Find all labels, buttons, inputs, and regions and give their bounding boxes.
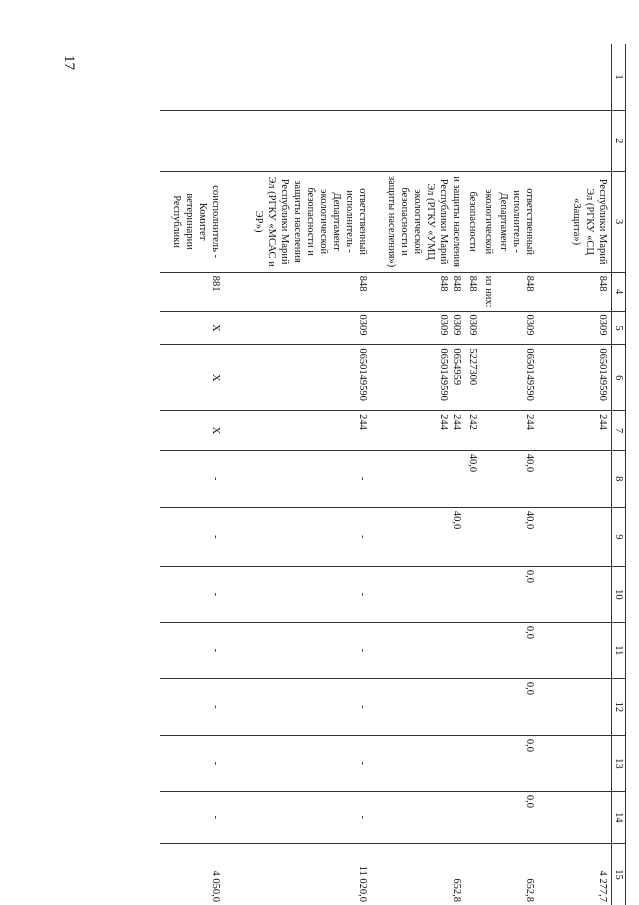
cell: 848 bbox=[495, 272, 539, 311]
cell: 5227300 bbox=[463, 345, 479, 411]
cell bbox=[379, 311, 463, 345]
cell: 244 bbox=[539, 411, 612, 451]
cell: 40,0 bbox=[463, 450, 479, 507]
cell bbox=[379, 345, 463, 411]
cell: Х bbox=[160, 311, 232, 345]
cell bbox=[479, 791, 495, 843]
cell bbox=[463, 566, 479, 622]
cell: - bbox=[160, 622, 232, 678]
header-cell: 12 bbox=[612, 678, 626, 735]
cell bbox=[479, 622, 495, 678]
cell-value: 244 bbox=[451, 414, 462, 430]
header-cell: 2 bbox=[612, 110, 626, 171]
cell bbox=[479, 566, 495, 622]
cell: 0309 bbox=[232, 311, 379, 345]
cell bbox=[463, 678, 479, 735]
header-cell: 7 bbox=[612, 411, 626, 451]
cell: 4 050,0 bbox=[160, 843, 232, 905]
header-cell: 14 bbox=[612, 791, 626, 843]
cell bbox=[539, 622, 612, 678]
cell bbox=[379, 622, 463, 678]
cell: 848 bbox=[539, 272, 612, 311]
cell-value: 848 bbox=[438, 275, 449, 292]
cell: 0,0 bbox=[495, 622, 539, 678]
cell bbox=[479, 678, 495, 735]
cell bbox=[463, 791, 479, 843]
table-row bbox=[479, 44, 495, 905]
cell: - bbox=[160, 450, 232, 507]
header-cell: 15 bbox=[612, 843, 626, 905]
header-cell: 4 bbox=[612, 272, 626, 311]
cell: Х bbox=[160, 345, 232, 411]
cell: 0,0 bbox=[495, 791, 539, 843]
cell: 40,0 bbox=[495, 507, 539, 566]
cell bbox=[379, 272, 463, 311]
header-cell: 13 bbox=[612, 735, 626, 791]
cell: Х bbox=[160, 411, 232, 451]
table-row bbox=[539, 44, 612, 905]
cell bbox=[539, 566, 612, 622]
page-number: 17 bbox=[61, 55, 77, 70]
cell: - bbox=[160, 566, 232, 622]
cell bbox=[539, 791, 612, 843]
cell: 0650149590 bbox=[495, 345, 539, 411]
cell: 881 bbox=[160, 272, 232, 311]
cell bbox=[479, 345, 495, 411]
cell: 0,0 bbox=[495, 678, 539, 735]
cell bbox=[379, 450, 463, 507]
cell: - bbox=[160, 791, 232, 843]
cell bbox=[539, 735, 612, 791]
budget-table bbox=[160, 44, 626, 905]
cell-value: 0309 bbox=[451, 314, 462, 336]
header-cell: 8 bbox=[612, 450, 626, 507]
cell bbox=[479, 507, 495, 566]
cell: 242 bbox=[463, 411, 479, 451]
cell bbox=[379, 566, 463, 622]
executor-cell: ответственный исполнитель - Департамент bbox=[495, 171, 539, 272]
cell: 244 bbox=[232, 411, 379, 451]
cell-value: 652,8 bbox=[451, 878, 462, 902]
cell bbox=[463, 843, 479, 905]
table-row bbox=[160, 44, 232, 905]
cell: - bbox=[232, 678, 379, 735]
cell bbox=[463, 735, 479, 791]
cell bbox=[379, 843, 463, 905]
table-row bbox=[495, 44, 539, 905]
cell: 848 bbox=[232, 272, 379, 311]
header-cell: 6 bbox=[612, 345, 626, 411]
table-row bbox=[463, 44, 479, 905]
cell: 0650149590 bbox=[539, 345, 612, 411]
executor-cell: Республики Марий Эл (РГКУ «СЦ «Защита») bbox=[539, 171, 612, 272]
table-row bbox=[379, 44, 463, 905]
cell-value: 0654959 bbox=[451, 348, 462, 386]
header-cell: 5 bbox=[612, 311, 626, 345]
cell: - bbox=[160, 735, 232, 791]
executor-cell: экологической bbox=[479, 171, 495, 272]
cell-value: 244 bbox=[438, 414, 449, 430]
header-row bbox=[612, 44, 626, 905]
cell bbox=[379, 791, 463, 843]
cell: 40,0 bbox=[495, 450, 539, 507]
executor-cell: соисполнитель - Комитет ветеринарии Республики bbox=[160, 171, 232, 272]
cell bbox=[479, 450, 495, 507]
cell-value: 848 bbox=[451, 275, 462, 292]
cell bbox=[539, 507, 612, 566]
executor-cell: безопасности bbox=[463, 171, 479, 272]
cell bbox=[479, 411, 495, 451]
cell bbox=[379, 678, 463, 735]
cell bbox=[539, 450, 612, 507]
cell: 11 020,0 bbox=[232, 843, 379, 905]
executor-cell: и защиты населения Республики Марий Эл (РГКУ «УМЦ экологической безопасности и защиты населения») bbox=[379, 171, 463, 272]
cell: 0650149590 bbox=[232, 345, 379, 411]
cell: 848 bbox=[463, 272, 479, 311]
cell: 4 277,7 bbox=[539, 843, 612, 905]
cell: - bbox=[232, 566, 379, 622]
cell bbox=[379, 735, 463, 791]
cell: - bbox=[160, 507, 232, 566]
cell: 244 bbox=[495, 411, 539, 451]
cell: 0,0 bbox=[495, 566, 539, 622]
header-cell: 9 bbox=[612, 507, 626, 566]
cell: 652,8 bbox=[495, 843, 539, 905]
executor-cell: ответственный исполнитель - Департамент экологической безопасности и защиты населения Республики Марий Эл (РГКУ «МСАС и ЭР») bbox=[232, 171, 379, 272]
cell: - bbox=[232, 507, 379, 566]
cell: - bbox=[232, 791, 379, 843]
cell: - bbox=[160, 678, 232, 735]
table-row bbox=[232, 44, 379, 905]
cell-value: 0650149590 bbox=[438, 348, 449, 401]
cell bbox=[479, 843, 495, 905]
header-cell: 3 bbox=[612, 171, 626, 272]
cell bbox=[463, 507, 479, 566]
cell: 0,0 bbox=[495, 735, 539, 791]
header-cell: 11 bbox=[612, 622, 626, 678]
cell: из них: bbox=[479, 272, 495, 311]
cell-value: 0309 bbox=[438, 314, 449, 336]
header-cell: 1 bbox=[612, 44, 626, 110]
cell: - bbox=[232, 735, 379, 791]
cell: 0309 bbox=[463, 311, 479, 345]
cell: 0309 bbox=[495, 311, 539, 345]
cell bbox=[479, 311, 495, 345]
cell: - bbox=[232, 450, 379, 507]
cell: 40,0 bbox=[379, 507, 463, 566]
cell: 0309 bbox=[539, 311, 612, 345]
cell bbox=[463, 622, 479, 678]
cell: - bbox=[232, 622, 379, 678]
cell bbox=[379, 411, 463, 451]
cell bbox=[479, 735, 495, 791]
cell bbox=[539, 678, 612, 735]
header-cell: 10 bbox=[612, 566, 626, 622]
